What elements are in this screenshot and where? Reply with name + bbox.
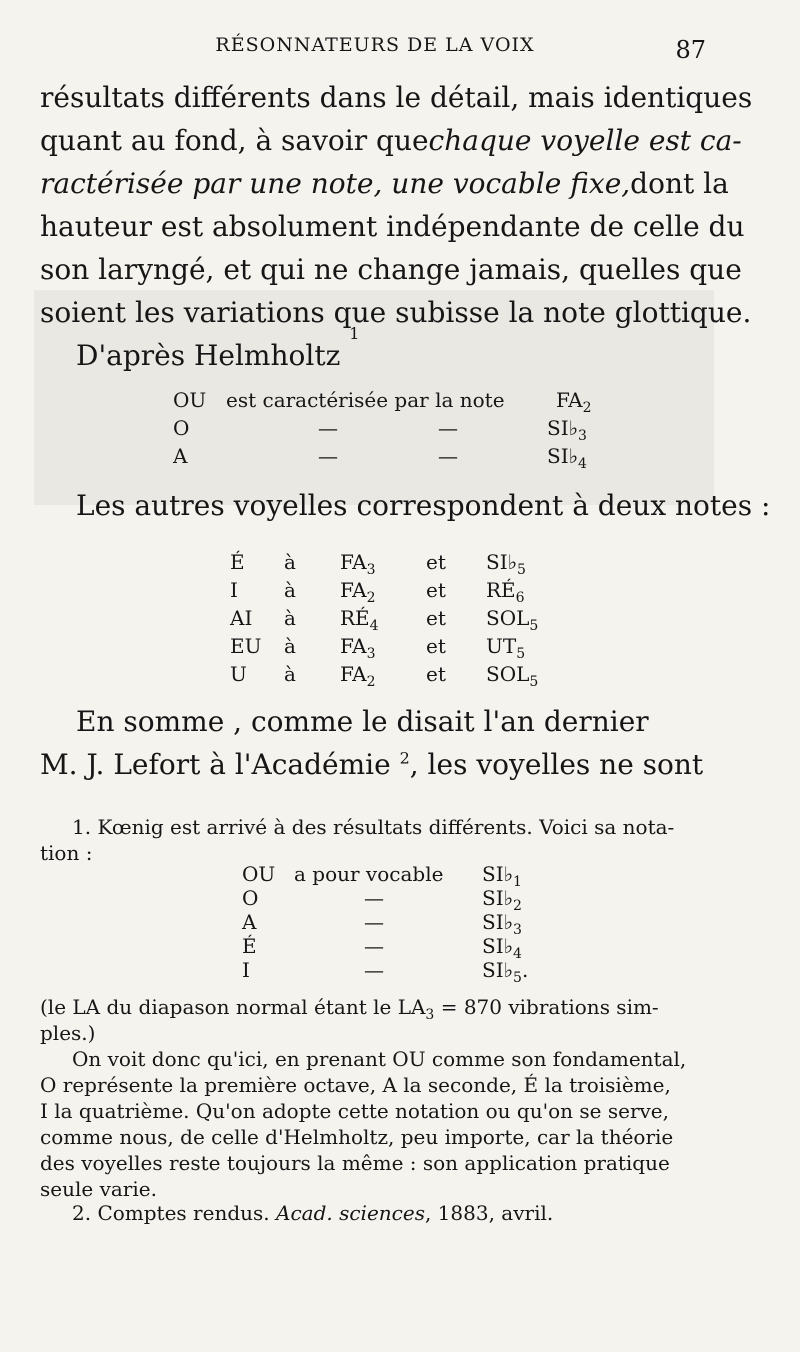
text-line: En somme , comme le disait l'an dernier (76, 705, 649, 738)
footnote-line: comme nous, de celle d'Helmholtz, peu importe, car la théorie (40, 1125, 674, 1149)
text-line: M. J. Lefort à l'Académie $^2$, les voyelles ne sont (40, 748, 704, 781)
table-row: O — — $SI♭_3$ (173, 416, 587, 444)
table-row: A — — $SI♭_4$ (173, 444, 587, 472)
footnote-1 (40, 814, 712, 866)
footnote-line: seule varie. (40, 1177, 157, 1201)
two-notes-table (0, 548, 800, 688)
paragraph-1 (40, 76, 753, 377)
footnote-line: 2. Comptes rendus. Acad. sciences , 1883, avril. (72, 1201, 554, 1225)
koenig-table (0, 862, 800, 986)
helmholtz-table (0, 386, 800, 470)
helmholtz-intro: D'après Helmholtz 1 (76, 324, 360, 372)
footnote-line: ples.) (40, 1021, 96, 1045)
footnote-line: (le LA du diapason normal étant le $LA_3 = 870$ vibrations sim- (40, 995, 659, 1023)
text-line: son laryngé, et qui ne change jamais, quelles que (40, 253, 742, 286)
paragraph-2 (40, 700, 710, 786)
table-row: É à $FA_3$ et $SI♭_5$ (230, 550, 526, 578)
paragraph-others (40, 484, 771, 527)
footnote-2 (40, 1200, 712, 1226)
text-line: résultats différents dans le détail, mais identiques (40, 81, 753, 114)
footnote-line: On voit donc qu'ici, en prenant OU comme son fondamental, (72, 1047, 687, 1071)
running-title: RÉSONNATEURS DE LA VOIX (215, 34, 535, 56)
text-line: Les autres voyelles correspondent à deux notes : (76, 489, 771, 522)
footnote-line: I la quatrième. Qu'on adopte cette notation ou qu'on se serve, (40, 1099, 669, 1123)
table-row: O — $SI♭_2$ (242, 886, 522, 914)
table-row: OU est caractérisée par la note $FA_2$ (173, 388, 592, 416)
text-line: quant au fond, à savoir que chaque voyelle est ca- (40, 124, 742, 157)
table-row: I à $FA_2$ et $RÉ_6$ (230, 578, 525, 606)
table-row: AI à $RÉ_4$ et $SOL_5$ (230, 606, 539, 634)
table-row: I — $SI♭_5$. (242, 958, 529, 986)
text-line: hauteur est absolument indépendante de celle du (40, 210, 745, 243)
footnote-line: des voyelles reste toujours la même : son application pratique (40, 1151, 670, 1175)
text-line: soient les variations que subisse la note glottique. (40, 296, 752, 329)
footnote-line: O représente la première octave, A la seconde, É la troisième, (40, 1073, 671, 1097)
table-row: A — $SI♭_3$ (242, 910, 522, 938)
footnote-line: 1. Kœnig est arrivé à des résultats différents. Voici sa nota- (72, 815, 675, 839)
table-row: OU a pour vocable $SI♭_1$ (242, 862, 522, 890)
page-number: 87 (675, 36, 706, 64)
footnote-line: tion : (40, 841, 93, 865)
table-row: É — $SI♭_4$ (242, 934, 522, 962)
text-line: ractérisée par une note, une vocable fixe, dont la (40, 167, 729, 200)
footnote-1-continued (40, 994, 712, 1202)
table-row: EU à $FA_3$ et $UT_5$ (230, 634, 526, 662)
table-row: U à $FA_2$ et $SOL_5$ (230, 662, 539, 690)
